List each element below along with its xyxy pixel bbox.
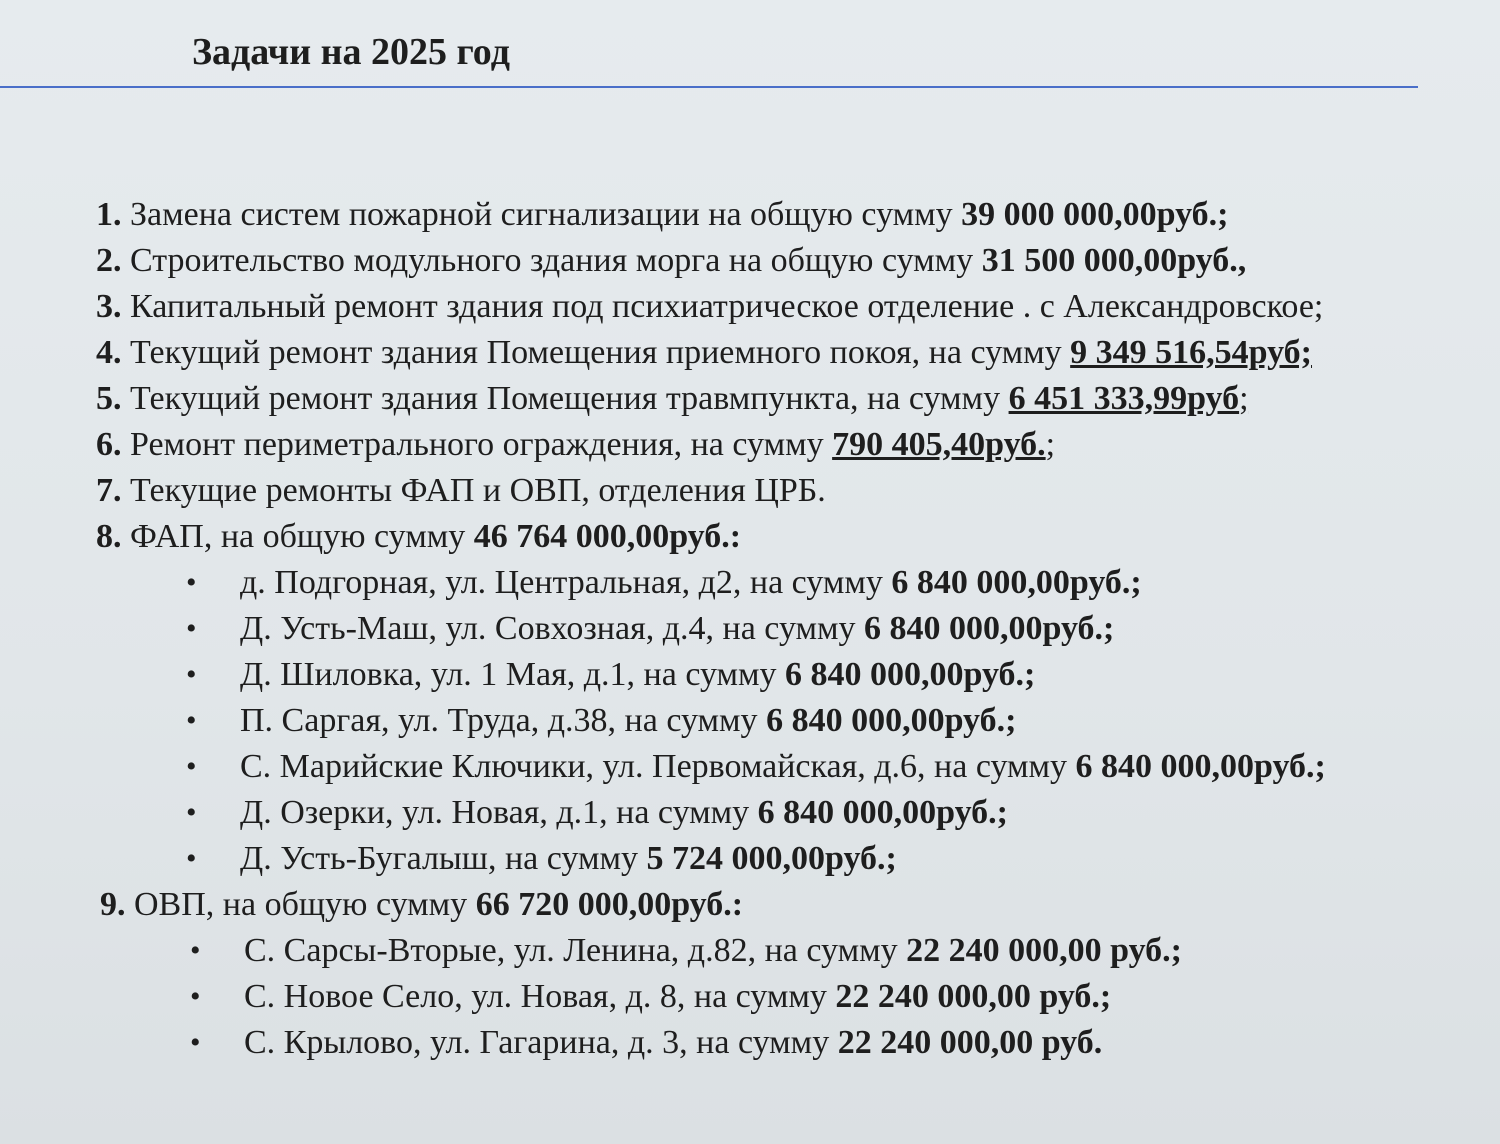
fap-item	[0, 698, 1500, 744]
bullet-icon: •	[186, 842, 197, 875]
fap-amount: 6 840 000,00руб.;	[891, 564, 1142, 601]
bullet-icon: •	[186, 750, 197, 783]
task-item-4	[0, 330, 1500, 376]
task-text: Капитальный ремонт здания под психиатрическое отделение . с Александровское;	[121, 288, 1324, 325]
ovp-amount: 22 240 000,00 руб.;	[906, 932, 1182, 969]
task-item-9	[0, 882, 1500, 928]
bullet-icon: •	[186, 658, 197, 691]
bullet-icon: •	[190, 980, 201, 1013]
task-tail: ;	[1239, 380, 1249, 417]
bullet-icon: •	[186, 566, 197, 599]
fap-text: П. Саргая, ул. Труда, д.38, на сумму	[240, 702, 767, 739]
task-amount: 39 000 000,00руб.;	[961, 196, 1229, 233]
fap-item	[0, 790, 1500, 836]
task-item-2	[0, 238, 1500, 284]
task-item-8	[0, 514, 1500, 560]
task-item-6	[0, 422, 1500, 468]
task-number: 4.	[96, 334, 122, 371]
task-list	[0, 192, 1500, 1066]
task-amount: 790 405,40руб.	[832, 426, 1046, 463]
fap-text: д. Подгорная, ул. Центральная, д2, на сумму	[240, 564, 892, 601]
task-amount: 66 720 000,00руб.:	[475, 886, 744, 923]
ovp-item	[0, 974, 1500, 1020]
task-number: 9.	[100, 886, 126, 923]
bullet-icon: •	[190, 1026, 201, 1059]
fap-text: Д. Озерки, ул. Новая, д.1, на сумму	[240, 794, 758, 831]
ovp-amount: 22 240 000,00 руб.	[837, 1024, 1103, 1061]
bullet-icon: •	[190, 934, 201, 967]
fap-amount: 6 840 000,00руб.;	[766, 702, 1017, 739]
task-text: ОВП, на общую сумму	[125, 886, 476, 923]
fap-amount: 5 724 000,00руб.;	[646, 840, 897, 877]
task-item-3	[0, 284, 1500, 330]
task-amount: 31 500 000,00руб.,	[981, 242, 1247, 279]
task-text: Текущий ремонт здания Помещения приемного покоя, на сумму	[121, 334, 1071, 371]
fap-text: Д. Шиловка, ул. 1 Мая, д.1, на сумму	[240, 656, 786, 693]
task-number: 1.	[96, 196, 122, 233]
task-text: Замена систем пожарной сигнализации на общую сумму	[121, 196, 962, 233]
task-item-1	[0, 192, 1500, 238]
task-amount: 9 349 516,54руб;	[1070, 334, 1313, 371]
fap-text: С. Марийские Ключики, ул. Первомайская, д.6, на сумму	[240, 748, 1076, 785]
task-number: 2.	[96, 242, 122, 279]
task-text: Строительство модульного здания морга на общую сумму	[121, 242, 982, 279]
task-text: Ремонт периметрального ограждения, на сумму	[121, 426, 833, 463]
fap-item	[0, 652, 1500, 698]
bullet-icon: •	[186, 612, 197, 645]
fap-item	[0, 606, 1500, 652]
task-item-5	[0, 376, 1500, 422]
fap-amount: 6 840 000,00руб.;	[1075, 748, 1326, 785]
task-number: 7.	[96, 472, 122, 509]
task-amount: 6 451 333,99руб	[1008, 380, 1240, 417]
ovp-item	[0, 928, 1500, 974]
bullet-icon: •	[186, 704, 197, 737]
fap-amount: 6 840 000,00руб.;	[785, 656, 1036, 693]
task-item-7	[0, 468, 1500, 514]
fap-text: Д. Усть-Бугалыш, на сумму	[240, 840, 647, 877]
task-tail: ;	[1045, 426, 1056, 463]
fap-item	[0, 744, 1500, 790]
task-number: 8.	[96, 518, 122, 555]
task-number: 6.	[96, 426, 122, 463]
fap-amount: 6 840 000,00руб.;	[864, 610, 1115, 647]
task-number: 5.	[96, 380, 122, 417]
task-amount: 46 764 000,00руб.:	[473, 518, 742, 555]
task-text: Текущий ремонт здания Помещения травмпункта, на сумму	[121, 380, 1009, 417]
title-divider	[0, 86, 1418, 88]
slide-title: Задачи на 2025 год	[192, 31, 510, 73]
fap-text: Д. Усть-Маш, ул. Совхозная, д.4, на сумму	[240, 610, 865, 647]
ovp-item	[0, 1020, 1500, 1066]
task-number: 3.	[96, 288, 122, 325]
task-text: Текущие ремонты ФАП и ОВП, отделения ЦРБ.	[121, 472, 826, 509]
bullet-icon: •	[186, 796, 197, 829]
ovp-text: С. Новое Село, ул. Новая, д. 8, на сумму	[244, 978, 836, 1015]
task-text: ФАП, на общую сумму	[121, 518, 474, 555]
fap-item	[0, 836, 1500, 882]
ovp-text: С. Сарсы-Вторые, ул. Ленина, д.82, на сумму	[244, 932, 907, 969]
fap-item	[0, 560, 1500, 606]
ovp-text: С. Крылово, ул. Гагарина, д. 3, на сумму	[244, 1024, 838, 1061]
fap-amount: 6 840 000,00руб.;	[757, 794, 1008, 831]
ovp-amount: 22 240 000,00 руб.;	[835, 978, 1112, 1015]
